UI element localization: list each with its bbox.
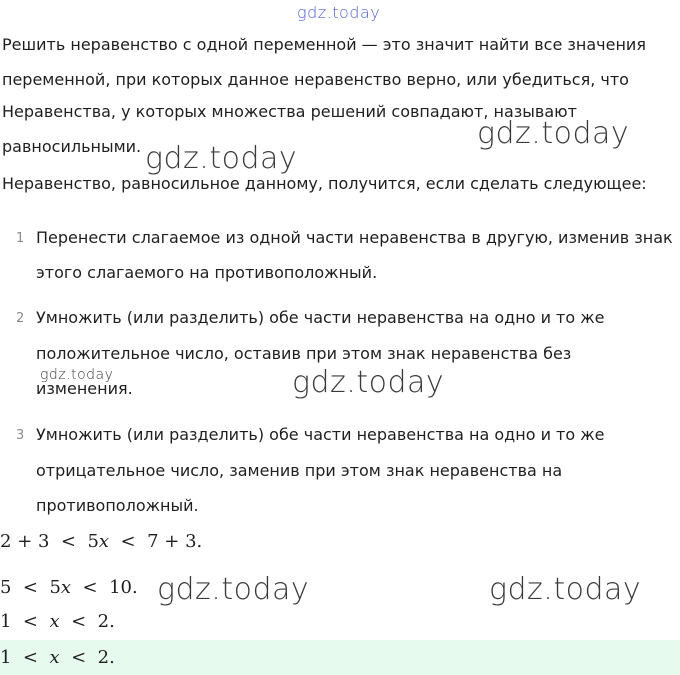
math-term: 1 <box>0 647 12 668</box>
list-item-line: изменения. <box>36 379 133 398</box>
math-operator: < <box>71 647 87 668</box>
math-term: 5 <box>49 577 61 598</box>
math-variable: x <box>98 531 110 552</box>
watermark: gdz.today <box>489 572 642 607</box>
math-step-1 <box>0 530 202 554</box>
list-number: 2 <box>16 311 25 326</box>
math-period: . <box>109 647 115 668</box>
math-variable: x <box>49 647 60 668</box>
paragraph-definition-line-1: Решить неравенство с одной переменной — это значит найти все значения <box>2 35 646 54</box>
math-term: 2 <box>0 531 12 552</box>
math-term: 7 <box>147 531 159 552</box>
math-term: 5 <box>87 531 99 552</box>
paragraph-definition-line-2: переменной, при которых данное неравенство верно, или убедиться, что <box>2 70 629 89</box>
watermark: gdz.today <box>292 365 445 400</box>
paragraph-rules-intro: Неравенство, равносильное данному, получится, если сделать следующее: <box>2 174 647 193</box>
paragraph-equivalent-line-2: равносильными. <box>2 137 142 156</box>
math-operator: + <box>17 531 33 552</box>
math-term: 5 <box>0 577 12 598</box>
math-period: . <box>109 611 115 632</box>
list-item-line: Перенести слагаемое из одной части неравенства в другую, изменив знак <box>36 228 673 247</box>
math-step-2 <box>0 576 138 600</box>
list-item-line: положительное число, оставив при этом знак неравенства без <box>36 344 572 363</box>
math-operator: < <box>120 531 136 552</box>
math-term: 10 <box>109 577 132 598</box>
watermark: gdz.today <box>145 141 298 176</box>
math-term: 2 <box>97 647 110 668</box>
math-term: 3 <box>185 531 197 552</box>
math-period: . <box>196 531 203 552</box>
math-operator: + <box>164 531 180 552</box>
math-variable: x <box>60 577 72 598</box>
list-item-line: Умножить (или разделить) обе части неравенства на одно и то же <box>36 425 605 444</box>
math-period: . <box>131 577 138 598</box>
math-operator: < <box>22 647 38 668</box>
math-variable: x <box>49 611 60 632</box>
math-answer <box>0 646 115 670</box>
watermark-top: gdz.today <box>297 3 381 22</box>
math-term: 3 <box>38 531 50 552</box>
list-item-line: отрицательное число, заменив при этом знак неравенства на <box>36 461 563 480</box>
list-item-line: этого слагаемого на противоположный. <box>36 263 378 282</box>
watermark: gdz.today <box>477 116 630 151</box>
math-term: 1 <box>0 611 12 632</box>
paragraph-equivalent-line-1: Неравенства, у которых множества решений совпадают, называют <box>2 102 577 121</box>
math-operator: < <box>22 577 38 598</box>
math-operator: < <box>22 611 38 632</box>
math-operator: < <box>71 611 87 632</box>
math-term: 2 <box>97 611 110 632</box>
list-number: 3 <box>16 428 25 443</box>
list-item-line: Умножить (или разделить) обе части неравенства на одно и то же <box>36 308 605 327</box>
math-operator: < <box>60 531 77 552</box>
math-step-3 <box>0 610 115 634</box>
list-item-line: противоположный. <box>36 496 199 515</box>
math-operator: < <box>82 577 98 598</box>
watermark: gdz.today <box>40 367 114 383</box>
list-number: 1 <box>16 231 25 246</box>
watermark: gdz.today <box>157 572 310 607</box>
